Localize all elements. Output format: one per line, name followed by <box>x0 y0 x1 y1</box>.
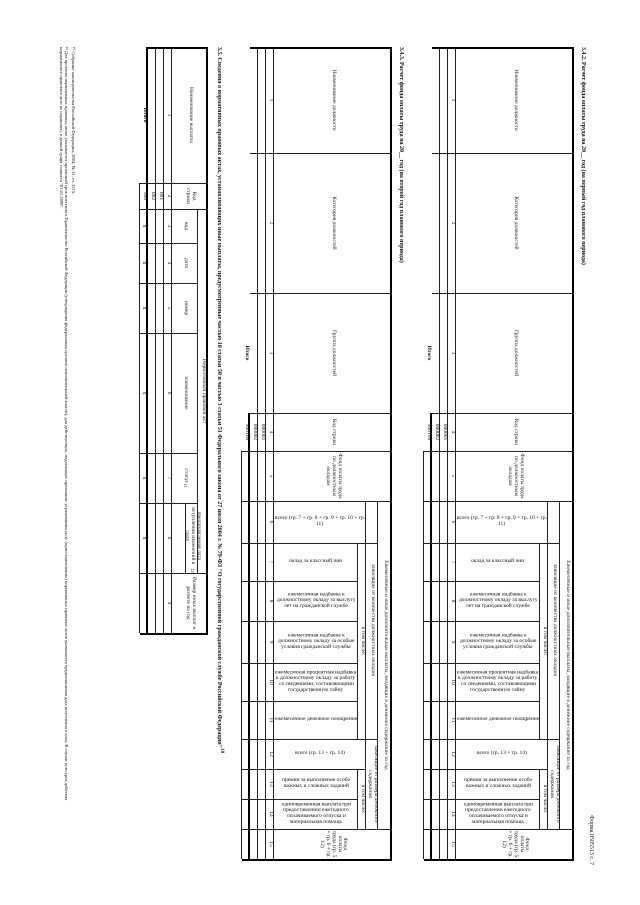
fot-table-1-total-label: Итого <box>425 345 432 360</box>
form-sheet <box>40 33 600 873</box>
fot-table-1-col-number: 12 <box>449 750 456 757</box>
acts-row-code: 001 <box>157 191 164 200</box>
acts-col-number: 7 <box>165 476 172 479</box>
fot-table-2-col-number: 15 <box>267 840 274 847</box>
fot-table-2-row-code: 000002 <box>251 423 258 440</box>
acts-total-x-mark: x <box>141 476 148 479</box>
fot-table-2-header-monthly-group: Ежемесячные и иные дополнительные выплаты, входящие в денежное содержание за год <box>382 559 389 770</box>
acts-header-act: Нормативный правовой акт <box>200 358 207 423</box>
fot-table-2-header-special: ежемесячная надбавка к должностному окладу за особые условия гражданской службы <box>277 631 355 650</box>
section3-title-sup: 10 <box>219 747 224 753</box>
fot-table-1-header-total-a: всего (гр. 7 + гр. 8 + гр. 9 + гр. 10 + гр. 11) <box>456 514 548 527</box>
fot-table-2-col-number: 13 <box>267 780 274 787</box>
fot-table-2-total-code: 900100 <box>243 423 250 440</box>
acts-header-changes-date <box>184 503 202 573</box>
fot-table-1-col-number: 5 <box>449 474 456 477</box>
fot-table-1-col-number: 15 <box>449 840 456 847</box>
fot-table-1-grid-line <box>439 47 440 859</box>
fot-table-2-grid-line <box>257 47 258 859</box>
section1-title: 3.4.2. Расчет фонда оплаты труда на 20__ год (на первый год планового периода) <box>580 46 586 265</box>
acts-header-date: дата <box>182 257 189 268</box>
fot-table-1-header-group: Группа должностей <box>512 329 519 376</box>
fot-table-1-header-total-b: всего (гр. 13 + гр. 14) <box>477 749 527 756</box>
fot-table-1-header-name: Наименование должности <box>512 68 519 131</box>
fot-table-1-col-number: 6 <box>449 520 456 523</box>
fot-table-2-col-number: 2 <box>267 221 274 224</box>
fot-table-2-header-fot-salary: Фонд оплаты труда по должностным окладам <box>325 452 343 499</box>
fot-table-2-header-bonus: ежемесячное денежное поощрение <box>274 715 358 722</box>
fot-table-2-col-number: 8 <box>267 599 274 602</box>
fot-table-2-header-group: Группа должностей <box>330 329 337 376</box>
fot-table-2-header-category: Категория должностей <box>330 195 337 250</box>
acts-col-number: 5 <box>165 306 172 309</box>
section2-title: 3.4.3. Расчет фонда оплаты труда на 20__ год (на второй год планового периода) <box>398 46 404 263</box>
fot-table-2-header-prizes: премии за выполнение особо важных и сложных заданий <box>281 776 351 789</box>
acts-header-status-text: статус <box>182 467 189 483</box>
fot-table-2-header-lump-sum: единовременная выплата при предоставлении ежегодного оплачиваемого отпуска и материальная помощь <box>281 800 351 825</box>
fot-table-1-col-number: 7 <box>449 560 456 563</box>
acts-header-number: номер <box>182 300 189 315</box>
acts-header-payment: Наименование выплаты <box>187 86 194 143</box>
acts-col-number: 4 <box>165 261 172 264</box>
fot-table-2-header-in-that-2: в том числе: <box>359 784 366 813</box>
fot-table-1-col-number: 10 <box>449 678 456 685</box>
acts-total-x-mark: x <box>141 224 148 227</box>
acts-header-status-sup: 11 <box>183 482 189 488</box>
fot-table-1-header-dep-count: зависящие от количества должностных окладов <box>551 563 558 676</box>
fot-table-1-col-number: 11 <box>449 716 456 723</box>
fot-table-1-header-bonus: ежемесячное денежное поощрение <box>456 715 540 722</box>
fot-table-1-row-code: 000001 <box>441 423 448 440</box>
acts-col-number: 6 <box>165 391 172 394</box>
fot-table-2-header-dep-salary: зависящие от размера денежного содержания <box>367 744 379 823</box>
fot-table-2-header-name: Наименование должности <box>330 68 337 131</box>
fot-table-2-header-seniority: ежемесячная надбавка к должностному окладу за выслугу лет на гражданской службе <box>276 590 356 609</box>
acts-total-x-mark: x <box>141 306 148 309</box>
fot-table-2-header-salary-class: оклад за классный чин <box>289 557 343 564</box>
acts-header-type: вид <box>182 221 189 230</box>
fot-table-2-col-number: 3 <box>267 351 274 354</box>
acts-total-x-mark: x <box>141 536 148 539</box>
fot-table-1-header-seniority: ежемесячная надбавка к должностному окладу за выслугу лет на гражданской службе <box>458 590 538 609</box>
acts-row-code: 002 <box>149 191 156 200</box>
fot-table-1-header-in-that-2: в том числе: <box>541 784 548 813</box>
acts-grid-line <box>155 47 156 633</box>
fot-table-2-col-number: 4 <box>267 430 274 433</box>
fot-table-2-header-total-a: всего (гр. 7 + гр. 8 + гр. 9 + гр. 10 + гр. 11) <box>274 514 366 527</box>
fot-table-2-col-number: 1 <box>267 98 274 101</box>
fot-table-1-header-category: Категория должностей <box>512 195 519 250</box>
section3-title <box>216 47 224 807</box>
fot-table-2-row-code: 000001 <box>259 423 266 440</box>
fot-table-2-header-total-b: всего (гр. 13 + гр. 14) <box>295 749 345 756</box>
fot-table-2-col-number: 6 <box>267 520 274 523</box>
fot-table-1-grid-line <box>430 413 432 859</box>
fot-table-2-col-number: 7 <box>267 560 274 563</box>
fot-table-1-header-code: Код строки <box>512 418 519 445</box>
acts-total-label: Итого <box>141 107 148 122</box>
fot-table-2-header-secret: ежемесячная процентная надбавка к должностному окладу за работу со сведениями, составляющими государственную тайну <box>275 668 357 693</box>
fot-table-2-grid-line <box>241 451 242 859</box>
fot-table-1-col-number: 2 <box>449 221 456 224</box>
acts-header-act-name: наименование <box>182 375 189 410</box>
fot-table-1-col-number: 1 <box>449 98 456 101</box>
acts-col-number: 8 <box>165 536 172 539</box>
form-code: Форма 0505513 с. 7 <box>588 814 594 865</box>
fot-table-1-header-secret: ежемесячная процентная надбавка к должностному окладу за работу со сведениями, составляющими государственную тайну <box>457 668 539 693</box>
fot-table-2-col-number: 5 <box>267 474 274 477</box>
acts-header-changes-date-text: предполагаемая дата вступления изменений в силу <box>184 506 202 564</box>
acts-col-number: 2 <box>165 194 172 197</box>
fot-table-1-col-number: 8 <box>449 599 456 602</box>
acts-col-number: 3 <box>165 224 172 227</box>
fot-table-1-header-special: ежемесячная надбавка к должностному окладу за особые условия гражданской службы <box>459 631 537 650</box>
fot-table-1-header-fot-salary: Фонд оплаты труда по должностным окладам <box>507 452 525 499</box>
acts-header-amount: Размер иных выплат в расчете на год <box>185 576 197 629</box>
fot-table-2-header-code: Код строки <box>330 418 337 445</box>
fot-table-1-col-number: 3 <box>449 351 456 354</box>
acts-header-status <box>172 453 198 503</box>
acts-total-code: 900 <box>141 191 148 200</box>
fot-table-2-col-number: 14 <box>267 810 274 817</box>
fot-table-1-col-number: 13 <box>449 780 456 787</box>
fot-table-2-header-fund-total: Фонд оплаты труда (гр. 5 + гр. 6 + гр. 12) <box>319 829 349 858</box>
footnote-10: ¹⁰ Собрание законодательства Российской Федерации, 2004, № 31, ст. 3215. <box>71 46 76 194</box>
fot-table-1-header-monthly-group: Ежемесячные и иные дополнительные выплаты, входящие в денежное содержание за год <box>564 559 571 770</box>
fot-table-1-header-dep-salary: зависящие от размера денежного содержания <box>549 744 561 823</box>
fot-table-2-col-number: 10 <box>267 678 274 685</box>
fot-table-1-col-number: 14 <box>449 810 456 817</box>
fot-table-1-col-number: 9 <box>449 640 456 643</box>
fot-table-2-col-number: 12 <box>267 750 274 757</box>
rotated-page-content <box>40 33 600 873</box>
acts-col-number: 9 <box>165 601 172 604</box>
acts-total-x-mark: x <box>141 391 148 394</box>
acts-header-changes-date-sup: 11 <box>190 568 196 573</box>
fot-table-1-col-number: 4 <box>449 430 456 433</box>
fot-table-1-grid-line <box>423 451 424 859</box>
fot-table-1-header-prizes: премии за выполнение особо важных и сложных заданий <box>463 776 533 789</box>
fot-table-1-header-fund-total: Фонд оплаты труда (гр. 5 + гр. 6 + гр. 12) <box>501 829 531 858</box>
section3-title-text: 3.5. Сведения о нормативных правовых актах, устанавливающих иные выплаты, предусмотренные частью 10 статьи 50 и частью 3 статьи 51 Федерального закона от 27 июля 2004 г. № 79-ФЗ "О государственной гражданской службе Российской Федерации" <box>216 46 222 748</box>
fot-table-2-header-in-that-1: в том числе: <box>359 626 366 655</box>
acts-header-code: Код строки <box>185 187 197 204</box>
fot-table-2-col-number: 11 <box>267 716 274 723</box>
acts-total-x-mark: x <box>141 261 148 264</box>
acts-col-number: 1 <box>165 113 172 116</box>
fot-table-2-header-dep-count: зависящие от количества должностных окладов <box>369 563 376 676</box>
fot-table-1-row-code: 000002 <box>433 423 440 440</box>
fot-table-1-header-lump-sum: единовременная выплата при предоставлении ежегодного оплачиваемого отпуска и материальная помощь <box>463 800 533 825</box>
fot-table-1-header-in-that-1: в том числе: <box>541 626 548 655</box>
fot-table-1-header-salary-class: оклад за классный чин <box>471 557 525 564</box>
fot-table-2-col-number: 9 <box>267 640 274 643</box>
fot-table-2-total-label: Итого <box>243 345 250 360</box>
footnote-11: ¹¹ Для проектов нормативных правовых актов указывается проектный срок внесения в Правительство Российской Федерации (утверждения федеральным органом исполнительной власти), для действующих, подлежащих признанию утратившими силу (приостановлению) нормативных правовых актов указывается предполагаемая дата вступления в силу. В случае если срок действия нормативного правового акта не ограничен, в данной графе ставится "01.01.2099". <box>58 46 69 800</box>
fot-table-1-total-code: 900100 <box>425 423 432 440</box>
fot-table-2-grid-line <box>248 413 250 859</box>
